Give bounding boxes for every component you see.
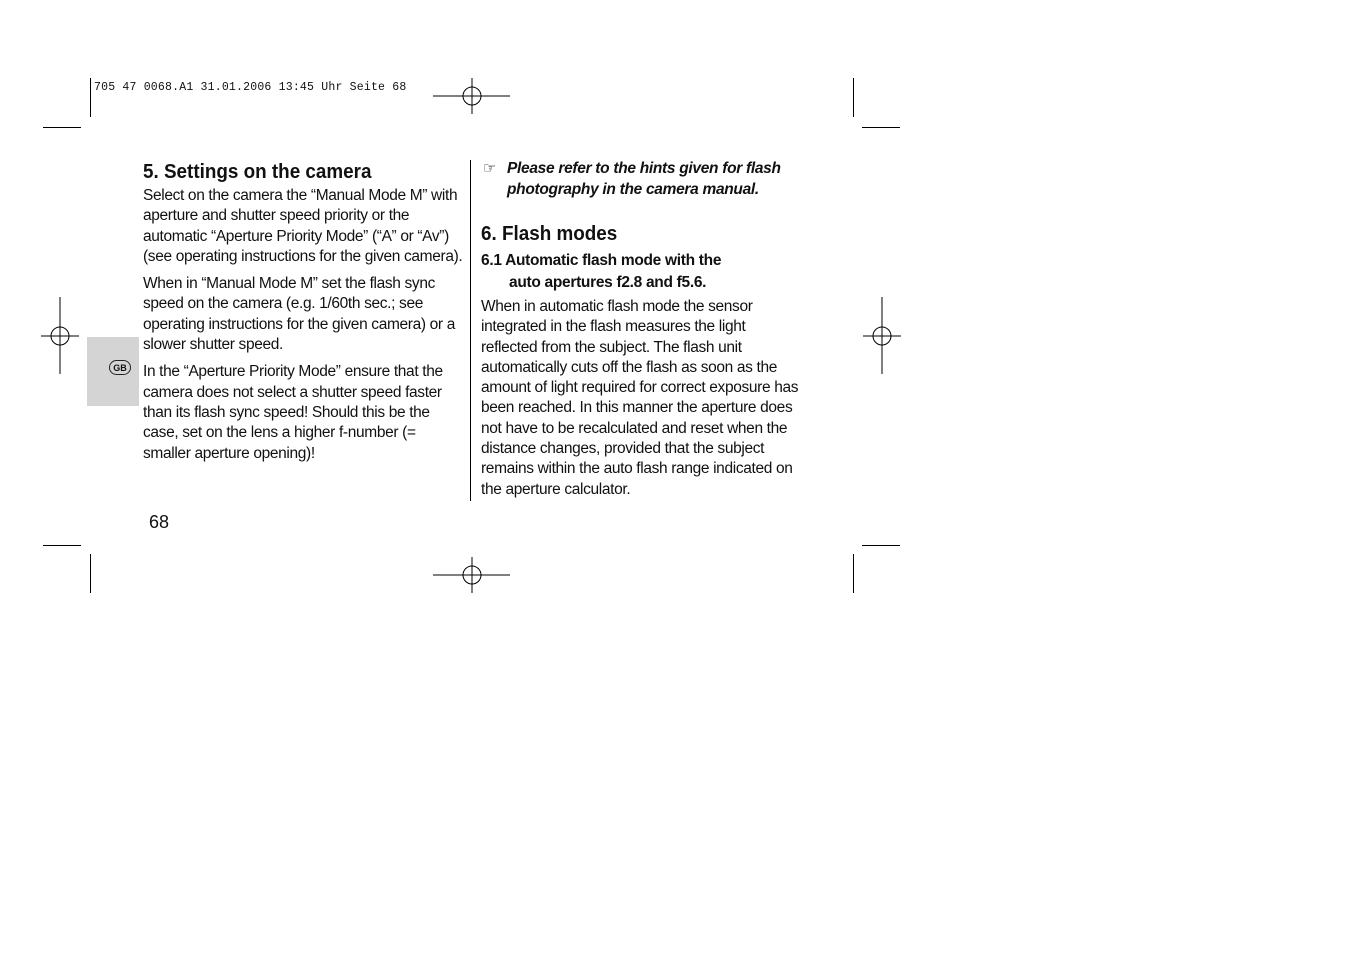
subsection-heading <box>481 250 803 294</box>
subsection-heading-line2: auto apertures f2.8 and f5.6. <box>509 274 707 291</box>
language-badge: GB <box>109 360 131 375</box>
paragraph-aperture-priority: In the “Aperture Priority Mode” ensure that the camera does not select a shutter speed faster than its flash sync speed! Should this be the case, set on the lens a higher f-number (= smaller aperture opening)! <box>143 363 443 462</box>
hint-note <box>481 158 803 200</box>
paragraph-mode-selection: Select on the camera the “Manual Mode M” with aperture and shutter speed priority or the automatic “Aperture Priority Mode” (“A” or “Av”) (see operating instructions for the given camera). <box>143 187 463 265</box>
left-column <box>143 160 465 464</box>
right-column <box>481 158 803 500</box>
pointing-hand-icon: ☞ <box>483 160 497 177</box>
page-number: 68 <box>149 512 170 532</box>
paragraph-automatic-flash: When in automatic flash mode the sensor integrated in the flash measures the light reflected from the subject. The flash unit automatically cuts off the flash as soon as the amount of light required for correct exposure has been reached. In this manner the aperture does not have to be recalculated and reset when the distance changes, provided that the subject remains within the auto flash range indicated on the aperture calculator. <box>481 298 799 498</box>
print-slug: 705 47 0068.A1 31.01.2006 13:45 Uhr Seite 68 <box>94 81 407 94</box>
hint-note-text: Please refer to the hints given for flash photography in the camera manual. <box>507 160 781 198</box>
registration-mark-right <box>862 296 902 376</box>
registration-mark-bottom <box>432 555 512 595</box>
paragraph-manual-mode: When in “Manual Mode M” set the flash sync speed on the camera (e.g. 1/60th sec.; see operating instructions for the given camera) or a slower shutter speed. <box>143 275 455 354</box>
registration-mark-left <box>40 296 80 376</box>
registration-mark-top <box>432 76 512 116</box>
column-divider <box>470 160 471 501</box>
section-heading-settings: 5. Settings on the camera <box>143 160 372 183</box>
section-heading-flash-modes: 6. Flash modes <box>481 222 618 245</box>
subsection-heading-line1: 6.1 Automatic flash mode with the <box>481 252 722 269</box>
